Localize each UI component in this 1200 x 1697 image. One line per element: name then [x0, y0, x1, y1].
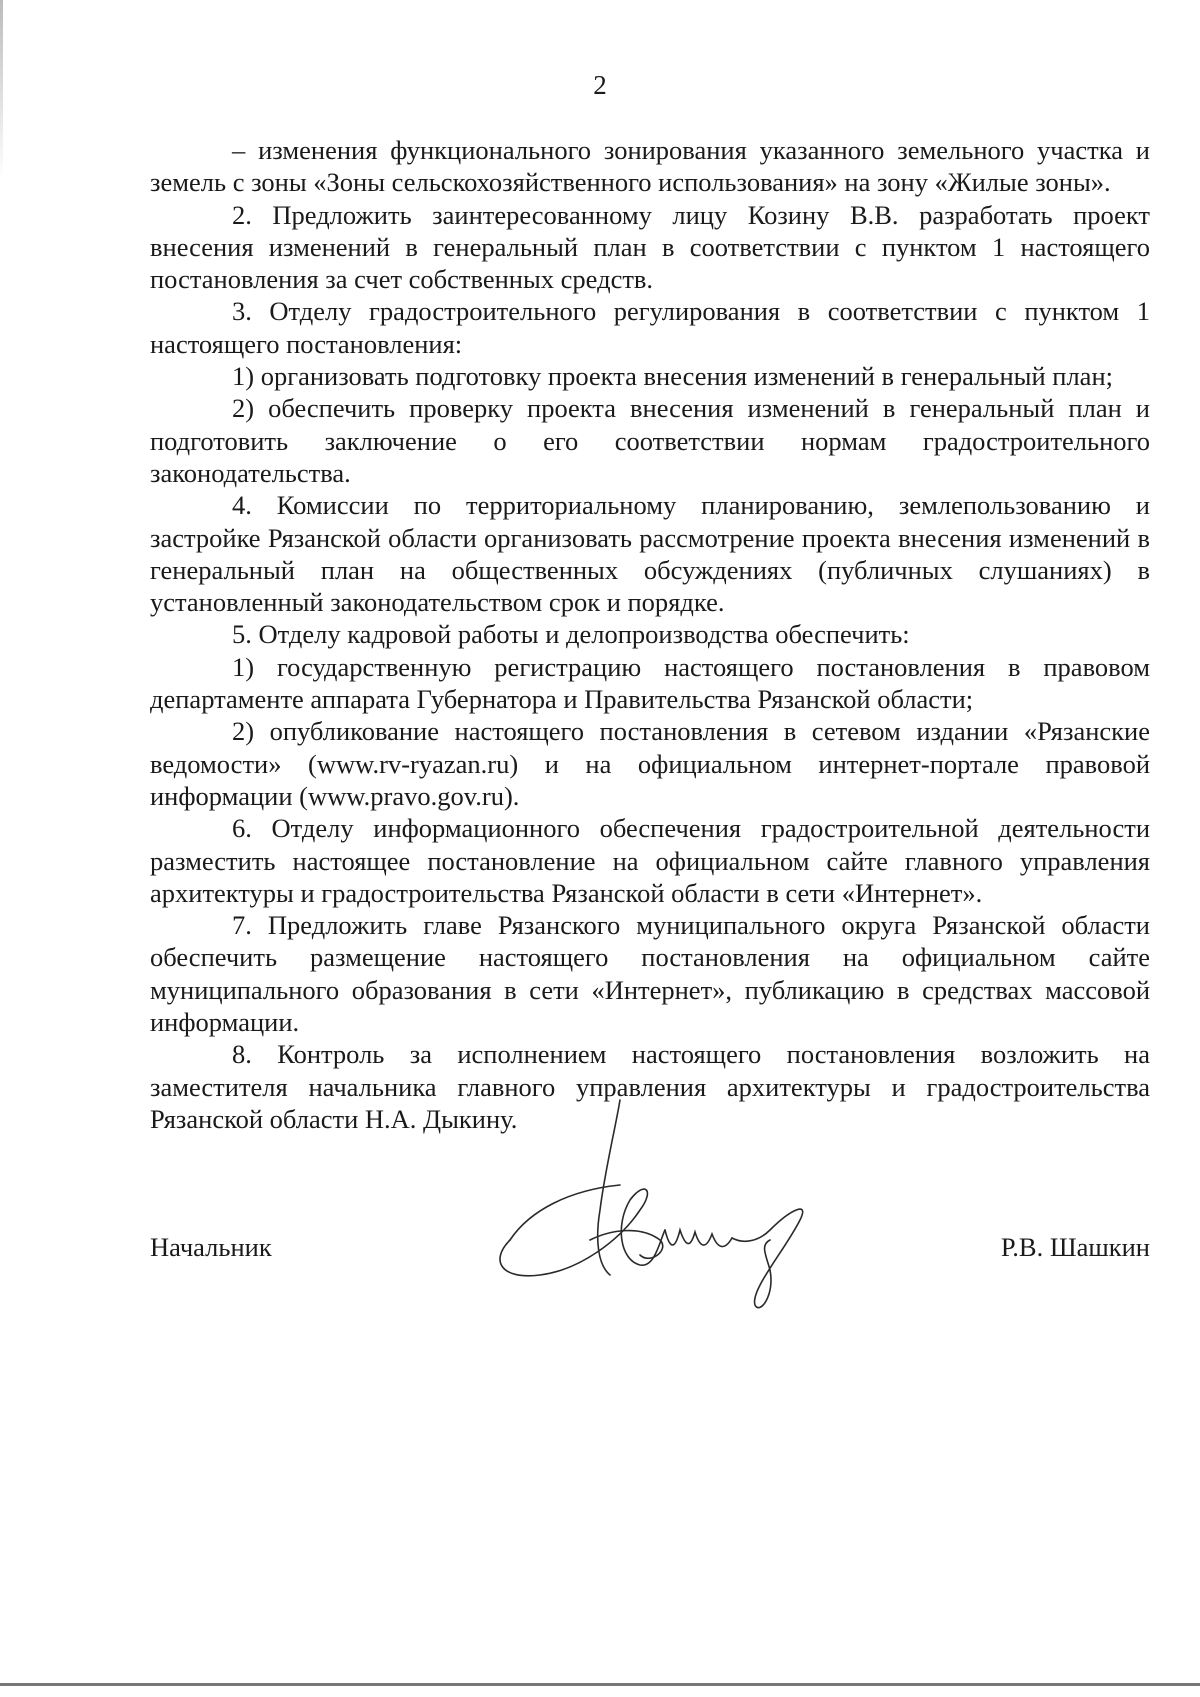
paragraph-item-5: 5. Отделу кадровой работы и делопроизводства обеспечить:: [232, 619, 910, 650]
handwritten-signature: [470, 1090, 850, 1330]
document-body: [150, 134, 1150, 1135]
paragraph-item-5-sub-1: 1) государственную регистрацию настоящего постановления в правовом департаменте аппарата Губернатора и Правительства Рязанской области;: [150, 651, 1150, 715]
signatory-name: Р.В. Шашкин: [1000, 1232, 1150, 1262]
scan-border-line: [0, 1683, 1200, 1686]
signatory-role: Начальник: [150, 1232, 272, 1262]
paragraph-item-3-sub-2: 2) обеспечить проверку проекта внесения изменений в генеральный план и подготовить заключение о его соответствии нормам градостроительного законодательства.: [150, 393, 1150, 488]
paragraph-item-4: 4. Комиссии по территориальному планированию, землепользованию и застройке Рязанской области организовать рассмотрение проекта внесения изменений в генеральный план на общественных обсуждениях (публичных слушаниях) в установленный законодательством срок и порядке.: [150, 490, 1150, 618]
paragraph-item-3: 3. Отделу градостроительного регулирования в соответствии с пунктом 1 настоящего постановления:: [150, 296, 1150, 359]
paragraph-zoning-change: – изменения функционального зонирования указанного земельного участка и земель с зоны «Зоны сельскохозяйственного использования» на зону «Жилые зоны».: [150, 135, 1150, 198]
paragraph-item-7: 7. Предложить главе Рязанского муниципального округа Рязанской области обеспечить размещение настоящего постановления на официальном сайте муниципального образования в сети «Интернет», публикацию в средствах массовой информации.: [150, 910, 1150, 1038]
paragraph-item-5-sub-2: 2) опубликование настоящего постановления в сетевом издании «Рязанские ведомости» (www.rv-ryazan.ru) и на официальном интернет-портале правовой информации (www.pravo.gov.ru).: [150, 716, 1150, 811]
paragraph-item-3-sub-1: 1) организовать подготовку проекта внесения изменений в генеральный план;: [232, 361, 1113, 392]
paragraph-item-2: 2. Предложить заинтересованному лицу Козину В.В. разработать проект внесения изменений в генеральный план в соответствии с пунктом 1 настоящего постановления за счет собственных средств.: [150, 199, 1150, 295]
paragraph-item-8: 8. Контроль за исполнением настоящего постановления возложить на заместителя начальника главного управления архитектуры и градостроительства Рязанской области Н.А. Дыкину.: [150, 1039, 1150, 1134]
page-number: 2: [593, 70, 607, 100]
paragraph-item-6: 6. Отделу информационного обеспечения градостроительной деятельности разместить настоящее постановление на официальном сайте главного управления архитектуры и градостроительства Рязанской области в сети «Интернет».: [150, 813, 1150, 908]
